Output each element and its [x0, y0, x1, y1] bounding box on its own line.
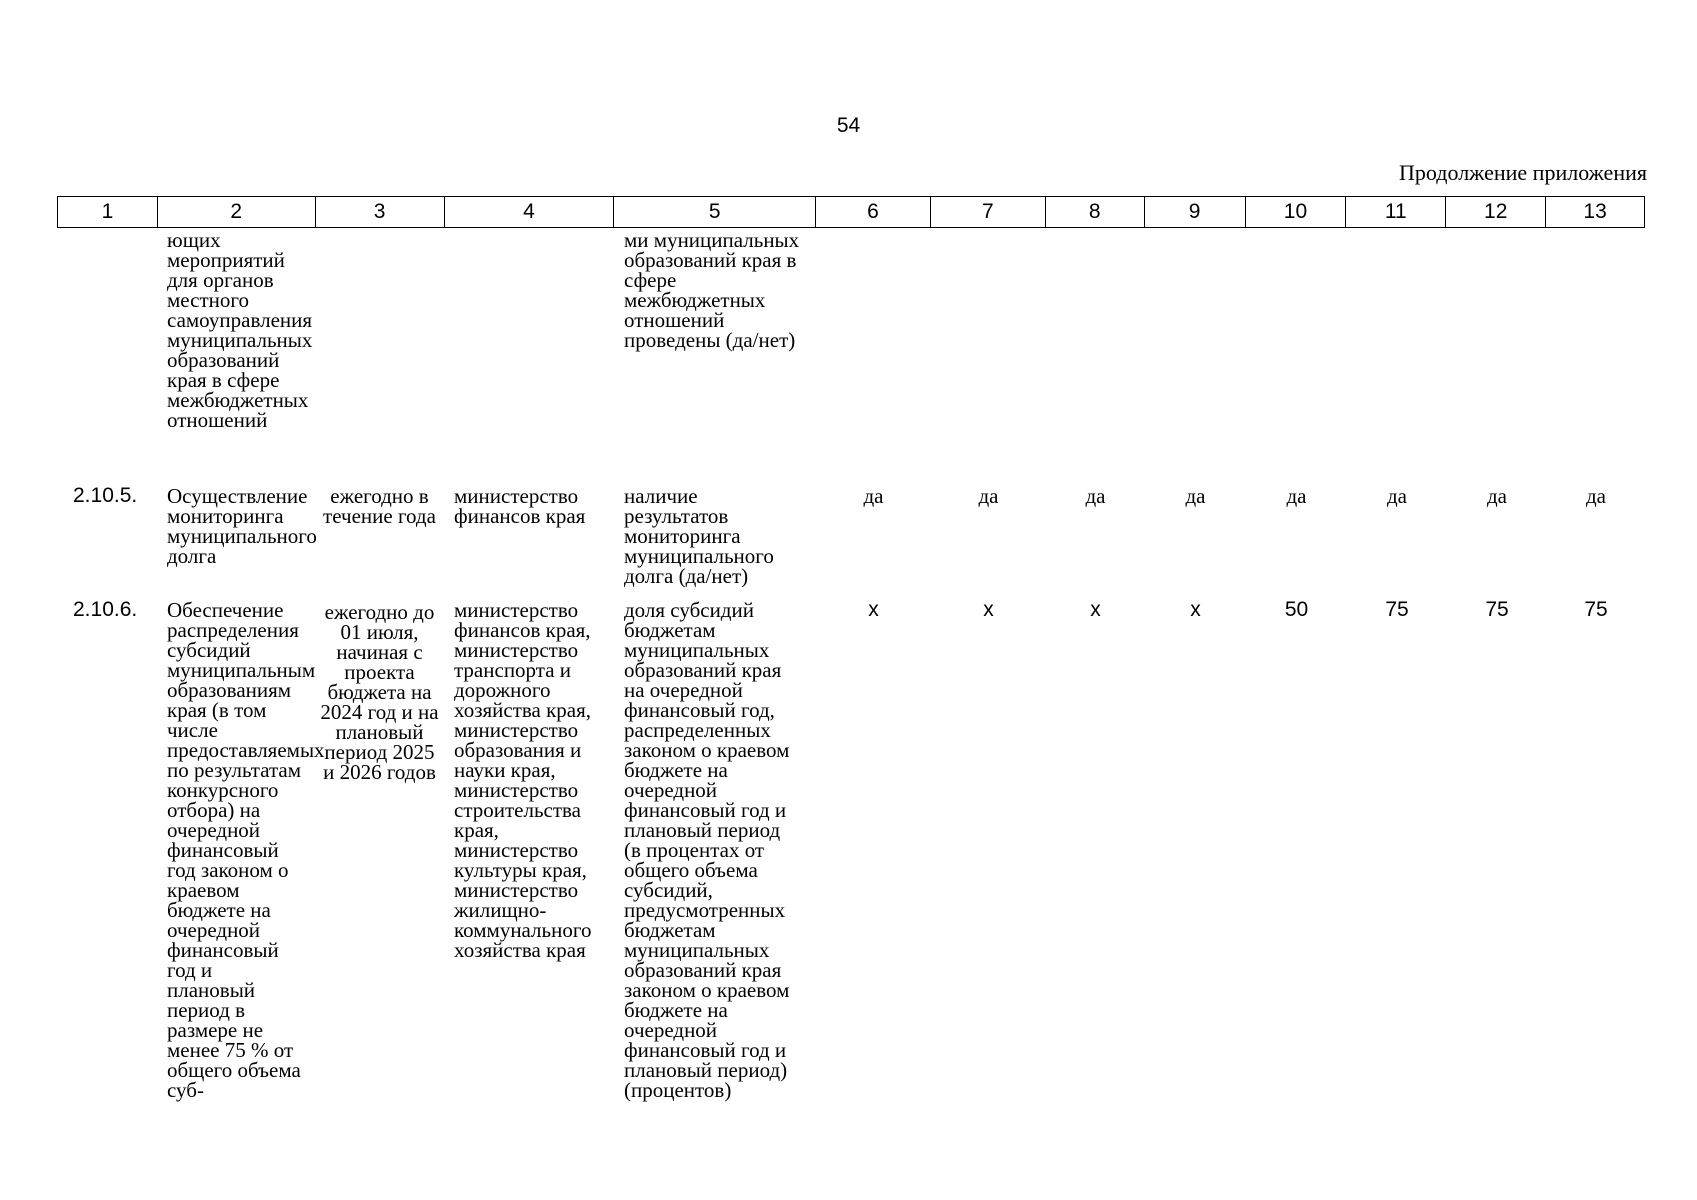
value-cell — [1447, 228, 1547, 430]
value-cell — [1145, 228, 1246, 430]
responsible-text: министерство финансов края, министерство транспорта и дорожного хозяйства края, министерство образования и науки края, министерство строительства края, министерство культуры края, министерство жилищно-коммунального хозяйства края — [454, 598, 592, 962]
header-cell: 6 — [816, 197, 931, 227]
value-cell: х — [1090, 598, 1101, 621]
page-number: 54 — [836, 114, 861, 137]
row-code — [57, 228, 157, 430]
header-cell: 3 — [316, 197, 445, 227]
header-cell: 1 — [58, 197, 158, 227]
header-cell: 10 — [1246, 197, 1347, 227]
continuation-caption: Продолжение приложения — [1399, 160, 1647, 185]
measure-name-text: ющих мероприятий для органов местного самоуправления муниципальных образований края в сфере межбюджетных отношений — [167, 228, 313, 432]
value-cell: 75 — [1584, 598, 1608, 621]
responsible — [444, 484, 614, 586]
header-cell: 11 — [1346, 197, 1446, 227]
deadline-text: ежегодно до 01 июля, начиная с проекта бюджета на 2024 год и на плановый период 2025 и 2026 годов — [320, 600, 439, 784]
value-cell — [1246, 228, 1347, 430]
value-cell: 75 — [1385, 598, 1409, 621]
deadline-text: ежегодно в течение года — [323, 484, 436, 528]
indicator-text: ми муниципальных образований края в сфере межбюджетных отношений проведены (да/нет) — [624, 228, 800, 352]
responsible-text: министерство финансов края — [454, 484, 586, 528]
deadline — [315, 598, 444, 1100]
table-row — [57, 598, 1645, 1100]
value-cell — [1547, 228, 1645, 430]
value-cell: да — [1585, 484, 1606, 508]
value-cell: да — [1486, 484, 1507, 508]
measure-name — [157, 598, 325, 1102]
indicator — [614, 484, 816, 586]
value-cell — [1347, 228, 1447, 430]
value-cell — [931, 228, 1046, 430]
responsible — [444, 598, 614, 1100]
measure-name-text: Осуществление мониторинга муниципального долга — [167, 484, 317, 568]
value-cell: да — [978, 484, 999, 508]
indicator — [614, 598, 816, 1100]
table-header-row — [57, 196, 1645, 228]
value-cell: да — [1386, 484, 1407, 508]
header-cell: 2 — [158, 197, 316, 227]
header-cell: 7 — [931, 197, 1046, 227]
value-cell: да — [863, 484, 884, 508]
responsible — [444, 228, 614, 430]
value-cell — [816, 228, 931, 430]
table-row — [57, 228, 1645, 430]
measure-name-text: Обеспечение распределения субсидий муниципальным образованиям края (в том числе предоставляемых по результатам конкурсного отбора) на очередной финансовый год законом о краевом бюджете на очередной финансовый год и плановый период в размере не менее 75 % от общего объема суб- — [167, 598, 325, 1102]
table-row — [57, 484, 1645, 586]
row-code: 2.10.6. — [73, 598, 138, 621]
deadline — [315, 228, 444, 430]
indicator — [614, 228, 816, 430]
value-cell: х — [1190, 598, 1201, 621]
measure-name — [157, 228, 315, 430]
header-cell: 12 — [1446, 197, 1546, 227]
row-code: 2.10.5. — [73, 484, 138, 507]
value-cell: 75 — [1485, 598, 1509, 621]
value-cell: х — [868, 598, 879, 621]
value-cell: да — [1185, 484, 1206, 508]
value-cell: да — [1286, 484, 1307, 508]
header-cell: 8 — [1046, 197, 1145, 227]
header-cell: 4 — [445, 197, 615, 227]
header-cell: 9 — [1145, 197, 1246, 227]
header-cell: 5 — [614, 197, 816, 227]
value-cell: х — [983, 598, 994, 621]
header-cell: 13 — [1583, 200, 1607, 223]
indicator-text: наличие результатов мониторинга муниципального долга (да/нет) — [624, 484, 774, 588]
value-cell: да — [1085, 484, 1106, 508]
value-cell: 50 — [1284, 598, 1309, 621]
measure-name — [157, 484, 315, 586]
indicator-text: доля субсидий бюджетам муниципальных образований края на очередной финансовый год, распределенных законом о краевом бюджете на очередной финансовый год и плановый период (в процентах от общего объема субсидий, предусмотренных бюджетам муниципальных образований края законом о краевом бюджете на очередной финансовый год и плановый период) (процентов) — [624, 598, 790, 1102]
value-cell — [1046, 228, 1145, 430]
deadline — [315, 484, 444, 586]
